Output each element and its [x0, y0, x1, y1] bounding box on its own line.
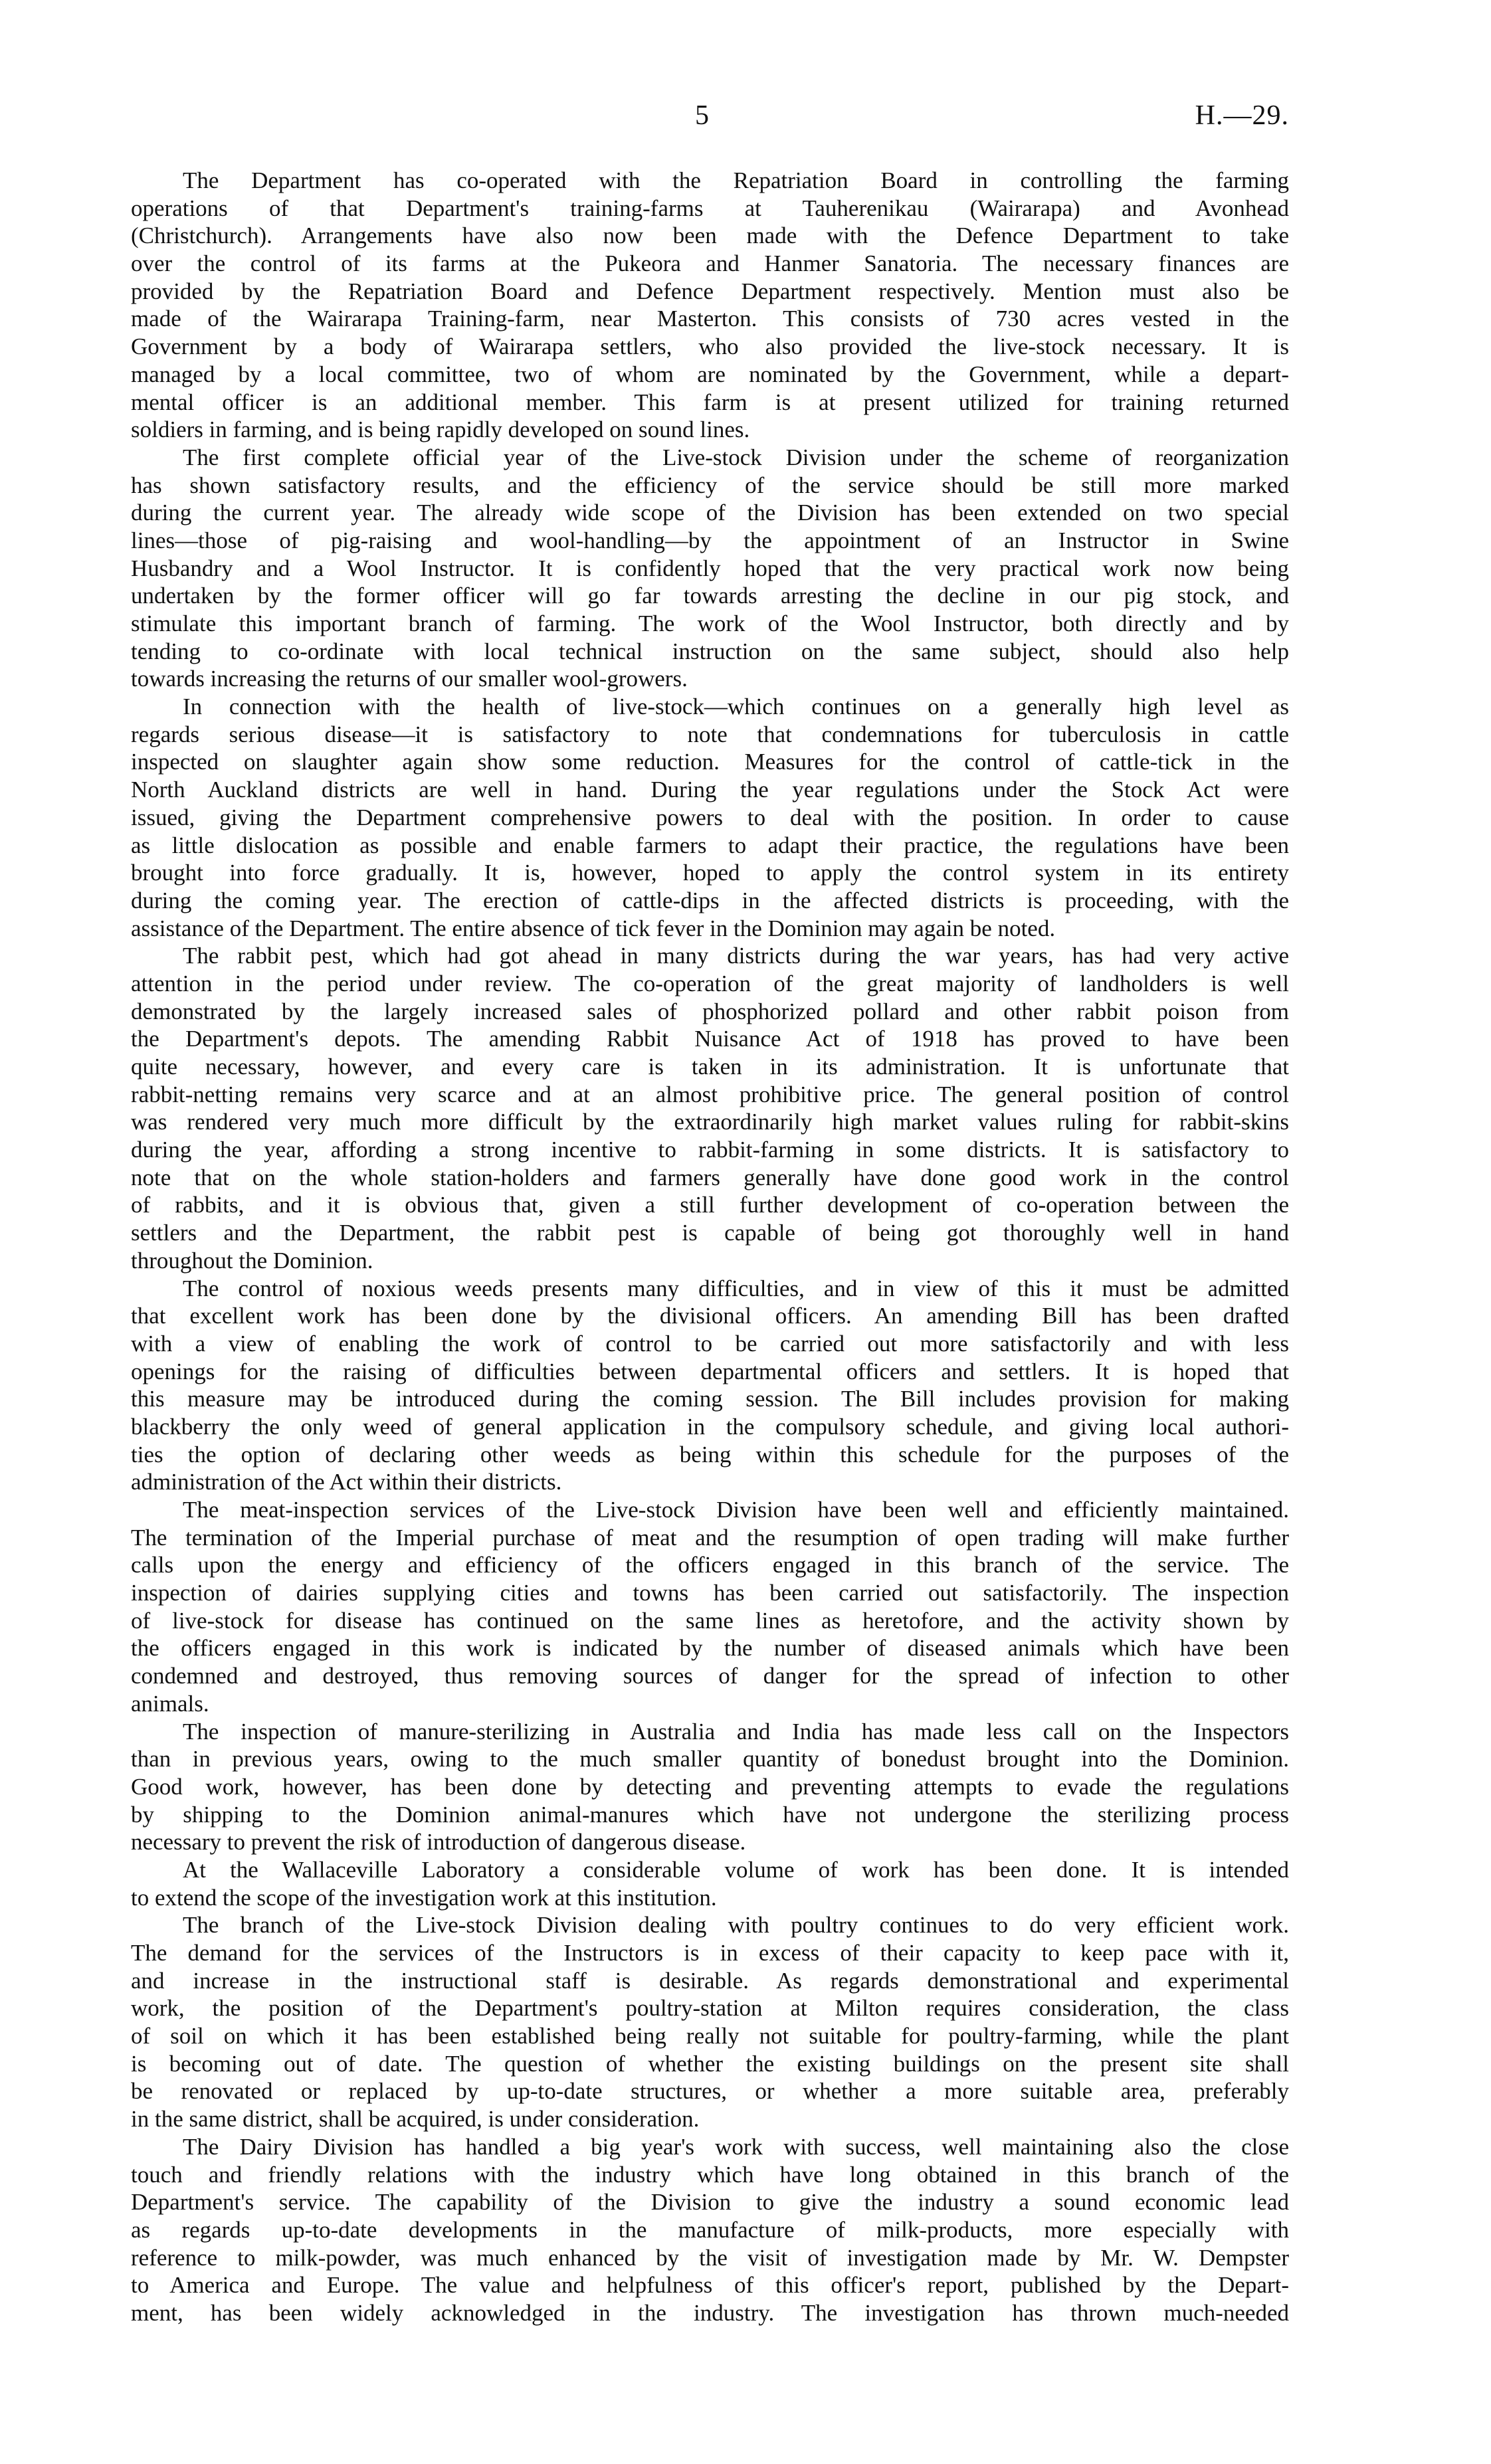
text-line: assistance of the Department. The entire absence of tick fever in the Dominion may again be noted.: [131, 915, 1056, 941]
text-line: undertaken by the former officer will go far towards arresting the decline in our pig stock, and: [131, 583, 1289, 609]
text-line: Good work, however, has been done by detecting and preventing attempts to evade the regulations: [131, 1773, 1289, 1800]
text-line: stimulate this important branch of farming. The work of the Wool Instructor, both directly and by: [131, 611, 1289, 636]
text-line: towards increasing the returns of our smaller wool-growers.: [131, 666, 688, 692]
text-line: tending to co-ordinate with local technical instruction on the same subject, should also help: [131, 638, 1289, 664]
paragraph: [131, 167, 1289, 444]
text-line: in the same district, shall be acquired, is under consideration.: [131, 2106, 700, 2132]
text-line: At the Wallaceville Laboratory a considerable volume of work has been done. It is intended: [183, 1856, 1289, 1883]
text-line: The branch of the Live-stock Division dealing with poultry continues to do very efficient work.: [183, 1912, 1289, 1939]
text-line: necessary to prevent the risk of introduction of dangerous disease.: [131, 1829, 746, 1855]
text-line: ment, has been widely acknowledged in the industry. The investigation has thrown much-needed: [131, 2299, 1289, 2326]
text-line: is becoming out of date. The question of whether the existing buildings on the present site shall: [131, 2050, 1289, 2077]
text-line: rabbit-netting remains very scarce and at an almost prohibitive price. The general position of control: [131, 1081, 1289, 1107]
text-line: The Department has co-operated with the Repatriation Board in controlling the farming: [183, 167, 1289, 193]
text-line: The control of noxious weeds presents many difficulties, and in view of this it must be admitted: [183, 1275, 1289, 1301]
text-line: In connection with the health of live-stock—which continues on a generally high level as: [183, 694, 1289, 720]
text-line: by shipping to the Dominion animal-manures which have not undergone the sterilizing process: [131, 1801, 1289, 1828]
paragraph: [131, 2133, 1289, 2327]
text-line: the officers engaged in this work is indicated by the number of diseased animals which have been: [131, 1635, 1289, 1661]
text-line: Department's service. The capability of the Division to give the industry a sound economic lead: [131, 2189, 1289, 2216]
text-line: attention in the period under review. The co-operation of the great majority of landholders is well: [131, 970, 1289, 996]
document-reference: H.—29.: [1195, 100, 1289, 131]
text-line: this measure may be introduced during the coming session. The Bill includes provision for making: [131, 1386, 1289, 1412]
text-line: issued, giving the Department comprehensive powers to deal with the position. In order to cause: [131, 804, 1289, 830]
text-line: demonstrated by the largely increased sales of phosphorized pollard and other rabbit poison from: [131, 998, 1289, 1024]
text-line: The inspection of manure-sterilizing in Australia and India has made less call on the Inspectors: [183, 1718, 1289, 1745]
text-line: note that on the whole station-holders and farmers generally have done good work in the control: [131, 1164, 1289, 1190]
text-line: was rendered very much more difficult by the extraordinarily high market values ruling for rabbit-skins: [131, 1109, 1289, 1135]
text-line: North Auckland districts are well in hand. During the year regulations under the Stock Act were: [131, 777, 1289, 803]
text-line: administration of the Act within their districts.: [131, 1469, 562, 1495]
text-line: throughout the Dominion.: [131, 1247, 373, 1274]
text-line: calls upon the energy and efficiency of the officers engaged in this branch of the service. The: [131, 1552, 1289, 1578]
text-line: mental officer is an additional member. This farm is at present utilized for training returned: [131, 389, 1289, 415]
paragraph: [131, 1275, 1289, 1497]
paragraph: [131, 1911, 1289, 2133]
text-line: be renovated or replaced by up-to-date structures, or whether a more suitable area, preferably: [131, 2078, 1289, 2105]
text-line: and increase in the instructional staff is desirable. As regards demonstrational and experimental: [131, 1967, 1289, 1994]
text-line: brought into force gradually. It is, however, hoped to apply the control system in its entirety: [131, 860, 1289, 886]
text-line: The Dairy Division has handled a big year's work with success, well maintaining also the close: [183, 2133, 1289, 2160]
paragraph: [131, 1856, 1289, 1911]
text-line: quite necessary, however, and every care is taken in its administration. It is unfortunate that: [131, 1054, 1289, 1080]
text-line: regards serious disease—it is satisfactory to note that condemnations for tuberculosis in cattle: [131, 721, 1289, 747]
text-line: with a view of enabling the work of control to be carried out more satisfactorily and with less: [131, 1330, 1289, 1357]
text-line: The rabbit pest, which had got ahead in many districts during the war years, has had very active: [183, 943, 1289, 969]
text-line: of rabbits, and it is obvious that, given a still further development of co-operation between the: [131, 1192, 1289, 1218]
paragraph: [131, 693, 1289, 942]
text-line: Government by a body of Wairarapa settlers, who also provided the live-stock necessary. It is: [131, 333, 1289, 360]
text-line: reference to milk-powder, was much enhanced by the visit of investigation made by Mr. W. Dempster: [131, 2244, 1289, 2271]
text-line: inspected on slaughter again show some reduction. Measures for the control of cattle-tick in the: [131, 749, 1289, 775]
text-line: work, the position of the Department's poultry-station at Milton requires consideration, the class: [131, 1995, 1289, 2022]
text-line: The first complete official year of the Live-stock Division under the scheme of reorganization: [183, 444, 1289, 470]
text-line: over the control of its farms at the Pukeora and Hanmer Sanatoria. The necessary finances are: [131, 250, 1289, 277]
text-line: during the current year. The already wide scope of the Division has been extended on two special: [131, 500, 1289, 526]
paragraph: [131, 1718, 1289, 1856]
text-line: to America and Europe. The value and helpfulness of this officer's report, published by the Depart-: [131, 2272, 1289, 2299]
body-text: [131, 167, 1289, 2327]
text-line: inspection of dairies supplying cities and towns has been carried out satisfactorily. The inspection: [131, 1580, 1289, 1606]
text-line: soldiers in farming, and is being rapidly developed on sound lines.: [131, 417, 750, 443]
text-line: than in previous years, owing to the much smaller quantity of bonedust brought into the Dominion.: [131, 1746, 1289, 1772]
text-line: ties the option of declaring other weeds as being within this schedule for the purposes of the: [131, 1441, 1289, 1468]
text-line: operations of that Department's training-farms at Tauherenikau (Wairarapa) and Avonhead: [131, 195, 1289, 221]
text-line: made of the Wairarapa Training-farm, near Masterton. This consists of 730 acres vested in the: [131, 306, 1289, 332]
text-line: has shown satisfactory results, and the efficiency of the service should be still more marked: [131, 472, 1289, 498]
paragraph: [131, 444, 1289, 693]
text-line: The termination of the Imperial purchase of meat and the resumption of open trading will make further: [131, 1524, 1289, 1551]
text-line: during the year, affording a strong incentive to rabbit-farming in some districts. It is satisfactory to: [131, 1137, 1289, 1163]
text-line: during the coming year. The erection of cattle-dips in the affected districts is proceeding, with the: [131, 887, 1289, 913]
text-line: provided by the Repatriation Board and Defence Department respectively. Mention must also be: [131, 278, 1289, 304]
text-line: blackberry the only weed of general application in the compulsory schedule, and giving local authori-: [131, 1413, 1289, 1440]
text-line: animals.: [131, 1690, 209, 1717]
page-number: 5: [695, 100, 709, 131]
paragraph: [131, 1496, 1289, 1718]
text-line: (Christchurch). Arrangements have also now been made with the Defence Department to take: [131, 223, 1289, 249]
text-line: of live-stock for disease has continued on the same lines as heretofore, and the activity shown by: [131, 1607, 1289, 1634]
text-line: to extend the scope of the investigation work at this institution.: [131, 1884, 717, 1911]
text-line: managed by a local committee, two of whom are nominated by the Government, while a depart-: [131, 361, 1289, 387]
text-line: The demand for the services of the Instructors is in excess of their capacity to keep pace with it,: [131, 1940, 1289, 1966]
text-line: condemned and destroyed, thus removing sources of danger for the spread of infection to other: [131, 1663, 1289, 1689]
text-line: The meat-inspection services of the Live-stock Division have been well and efficiently maintained.: [183, 1497, 1289, 1523]
text-line: of soil on which it has been established being really not suitable for poultry-farming, while the plant: [131, 2023, 1289, 2049]
text-line: as little dislocation as possible and enable farmers to adapt their practice, the regulations have been: [131, 832, 1289, 858]
paragraph: [131, 942, 1289, 1274]
text-line: Husbandry and a Wool Instructor. It is confidently hoped that the very practical work now being: [131, 555, 1289, 581]
text-line: that excellent work has been done by the divisional officers. An amending Bill has been drafted: [131, 1303, 1289, 1329]
text-line: settlers and the Department, the rabbit pest is capable of being got thoroughly well in hand: [131, 1220, 1289, 1246]
text-line: as regards up-to-date developments in the manufacture of milk-products, more especially with: [131, 2216, 1289, 2243]
text-line: lines—those of pig-raising and wool-handling—by the appointment of an Instructor in Swine: [131, 527, 1289, 553]
text-line: the Department's depots. The amending Rabbit Nuisance Act of 1918 has proved to have been: [131, 1026, 1289, 1052]
text-line: openings for the raising of difficulties between departmental officers and settlers. It is hoped that: [131, 1358, 1289, 1384]
text-line: touch and friendly relations with the industry which have long obtained in this branch of the: [131, 2161, 1289, 2188]
